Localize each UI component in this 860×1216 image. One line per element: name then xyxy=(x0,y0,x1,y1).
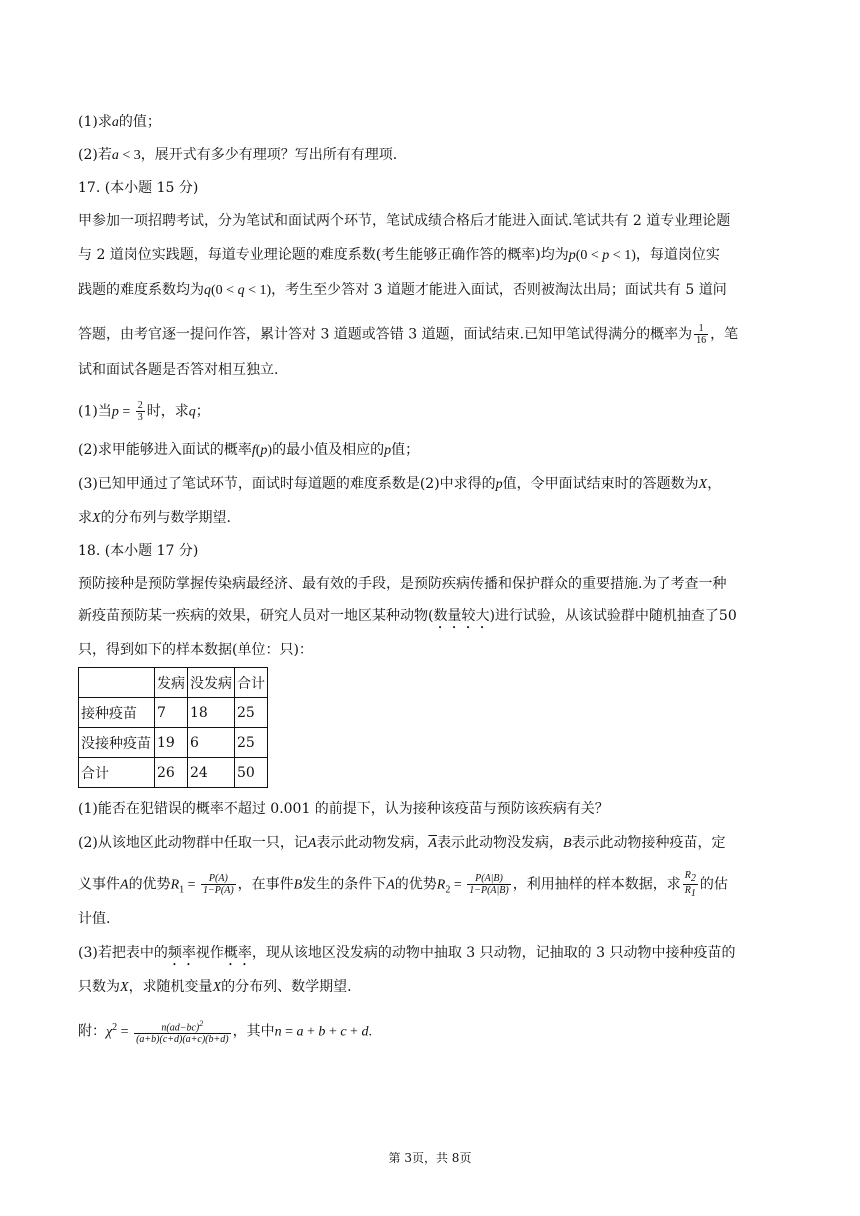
table-cell: 26 xyxy=(155,758,188,788)
table-header-cell: 发病 xyxy=(155,668,188,698)
table-cell: 没接种疫苗 xyxy=(79,728,155,758)
table-cell: 18 xyxy=(188,698,235,728)
q16-part2: (2)若a < 3，展开式有多少有理项？写出所有有理项. xyxy=(78,147,398,163)
q17-stem-line2: 与 2 道岗位实践题，每道专业理论题的难度系数(考生能够正确作答的概率)均为p(0 < p < 1)，每道岗位实 xyxy=(78,247,720,263)
q18-header: 18. (本小题 17 分) xyxy=(78,543,199,559)
q17-stem-line3: 践题的难度系数均为q(0 < q < 1)，考生至少答对 3 道题才能进入面试，否则被淘汰出局；面试共有 5 道问 xyxy=(78,282,727,298)
fraction-2-3: $\frac{2}{3}$ xyxy=(137,400,143,423)
q17-part2: (2)求甲能够进入面试的概率f(p)的最小值及相应的p值； xyxy=(78,442,420,458)
table-header-row xyxy=(79,668,268,698)
table-header-cell: 合计 xyxy=(235,668,268,698)
table-row xyxy=(79,698,268,728)
fraction-r2-r1: $\frac{R_2}{R_1}$ xyxy=(684,870,696,899)
q18-part2-line1: (2)从该地区此动物群中任取一只，记A表示此动物发病，$\overline{A}$表示此动物没发病，B表示此动物接种疫苗，定 xyxy=(78,835,726,851)
table-cell: 接种疫苗 xyxy=(79,698,155,728)
q18-stem-line3: 只，得到如下的样本数据(单位：只)： xyxy=(78,642,313,658)
q18-part2-line3: 计值. xyxy=(78,911,111,927)
q16-part1: (1)求a的值； xyxy=(78,114,161,130)
table-cell: 7 xyxy=(155,698,188,728)
table-cell: 合计 xyxy=(79,758,155,788)
table-header-cell: 没发病 xyxy=(188,668,235,698)
table-cell: 6 xyxy=(188,728,235,758)
table-cell: 24 xyxy=(188,758,235,788)
table-row xyxy=(79,758,268,788)
q18-appendix-formula: 附：$\chi^2$ = $\frac{n(ad-bc)^2}{(a+b)(c+d)(a+c)(b+d)}$ ，其中n = a + b + c + d. xyxy=(78,1019,372,1046)
q18-part3-line1: (3)若把表中的频率视作概率，现从该地区没发病的动物中抽取 3 只动物，记抽取的 3 只动物中接种疫苗的 xyxy=(78,945,736,961)
q18-part1: (1)能否在犯错误的概率不超过 0.001 的前提下，认为接种该疫苗与预防该疾病有关？ xyxy=(78,801,609,817)
q18-part3-line2: 只数为X，求随机变量X的分布列、数学期望. xyxy=(78,979,352,995)
chi-square-fraction: $\frac{n(ad-bc)^2}{(a+b)(c+d)(a+c)(b+d)}$ xyxy=(136,1019,229,1046)
q17-part3-line1: (3)已知甲通过了笔试环节，面试时每道题的难度系数是(2)中求得的p值，令甲面试结束时的答题数为X， xyxy=(78,476,722,492)
table-cell: 25 xyxy=(235,698,268,728)
table-cell: 19 xyxy=(155,728,188,758)
page-footer: 第 3页，共 8页 xyxy=(388,1151,472,1165)
q17-stem-line4: 答题，由考官逐一提问作答，累计答对 3 道题或答错 3 道题，面试结束.已知甲笔试得满分的概率为 $\frac{1}{16}$ ，笔 xyxy=(78,323,739,346)
fraction-odds-a-given-b: $\frac{P(A|B)}{1-P(A|B)}$ xyxy=(469,873,509,896)
table-cell: 50 xyxy=(235,758,268,788)
fraction-1-16: $\frac{1}{16}$ xyxy=(696,323,707,346)
q17-stem-line5: 试和面试各题是否答对相互独立. xyxy=(78,362,279,378)
q17-part1: (1)当p = $\frac{2}{3}$ 时，求q； xyxy=(78,400,210,423)
table-header-cell xyxy=(79,668,155,698)
q17-header: 17. (本小题 15 分) xyxy=(78,180,199,196)
table-row xyxy=(79,728,268,758)
sample-data-table xyxy=(78,667,268,788)
table-cell: 25 xyxy=(235,728,268,758)
fraction-odds-a: $\frac{P(A)}{1-P(A)}$ xyxy=(203,873,234,896)
q17-part3-line2: 求X的分布列与数学期望. xyxy=(78,510,232,526)
q18-stem-line2: 新疫苗预防某一疾病的效果，研究人员对一地区某种动物(数量较大)进行试验，从该试验群中随机抽查了50 xyxy=(78,608,737,624)
q17-stem-line1: 甲参加一项招聘考试，分为笔试和面试两个环节，笔试成绩合格后才能进入面试.笔试共有 2 道专业理论题 xyxy=(78,213,731,229)
q18-part2-line2: 义事件A的优势$R_1$ = $\frac{P(A)}{1-P(A)}$ ，在事件B发生的条件下A的优势$R_2$ = $\frac{P(A|B)}{1-P(A|B)}$ ，利用抽样的样本数据，求 $\frac{R_2}{R_1}$ 的估 xyxy=(78,870,728,899)
q18-stem-line1: 预防接种是预防掌握传染病最经济、最有效的手段，是预防疾病传播和保护群众的重要措施.为了考查一种 xyxy=(78,576,727,592)
